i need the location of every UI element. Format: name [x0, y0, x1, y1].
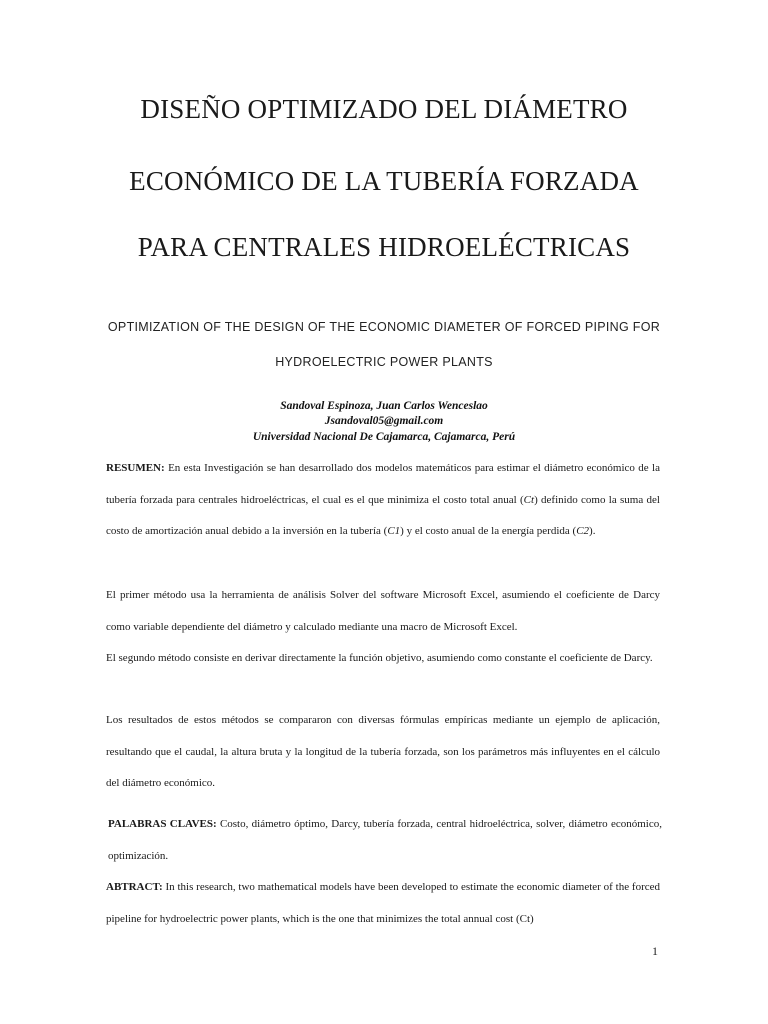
abstract-paragraph: [106, 872, 660, 935]
resumen-label: RESUMEN:: [106, 462, 165, 474]
resumen-text-c: ) y el costo anual de la energía perdida (: [400, 525, 577, 537]
keywords-label: PALABRAS CLAVES:: [108, 818, 217, 830]
author-name: Sandoval Espinoza, Juan Carlos Wenceslao: [280, 400, 488, 412]
resumen-c1: C1: [387, 525, 401, 537]
subtitle-line-2: HYDROELECTRIC POWER PLANTS: [275, 355, 493, 369]
resumen-ct: Ct: [523, 493, 535, 506]
paragraph-solver: El primer método usa la herramienta de análisis Solver del software Microsoft Excel, asumiendo el coeficiente de Darcy como variable dependiente del diámetro y calculado mediante una macro de Microsoft Excel.: [106, 589, 660, 633]
paragraph-derivative: El segundo método consiste en derivar directamente la función objetivo, asumiendo como constante el coeficiente de Darcy.: [106, 652, 653, 664]
abstract-text: In this research, two mathematical models have been developed to estimate the economic diameter of the forced pipeline for hydroelectric power plants, which is the one that minimizes the total annual cost (Ct): [106, 881, 660, 925]
title-line-1: DISEÑO OPTIMIZADO DEL DIÁMETRO: [140, 94, 628, 124]
page-number: 1: [652, 944, 658, 958]
resumen-text-a: En esta Investigación se han desarrollado dos modelos matemáticos para estimar el diámetro económico de la tubería forzada para centrales hidroeléctricas, el cual es el que minimiza el costo total anual (: [106, 462, 660, 506]
keywords-text: Costo, diámetro óptimo, Darcy, tubería forzada, central hidroeléctrica, solver, diámetro económico, optimización.: [108, 818, 662, 862]
paragraph-results: Los resultados de estos métodos se compararon con diversas fórmulas empíricas mediante un ejemplo de aplicación, resultando que el caudal, la altura bruta y la longitud de la tubería forzada, son los parámetros más influyentes en el cálculo del diámetro económico.: [106, 714, 660, 789]
resumen-text-d: ).: [589, 525, 596, 537]
resumen-text-b: ) definido como la suma del costo de amortización anual debido a la inversión en la tubería (: [106, 493, 660, 537]
author-email: Jsandoval05@gmail.com: [324, 415, 444, 427]
title-line-2: ECONÓMICO DE LA TUBERÍA FORZADA: [129, 166, 639, 196]
title-line-3: PARA CENTRALES HIDROELÉCTRICAS: [137, 232, 631, 262]
resumen-c2: C2: [576, 525, 590, 537]
author-affiliation: Universidad Nacional De Cajamarca, Cajamarca, Perú: [252, 431, 516, 443]
resumen-paragraph: [106, 453, 660, 548]
subtitle-line-1: OPTIMIZATION OF THE DESIGN OF THE ECONOMIC DIAMETER OF FORCED PIPING FOR: [107, 320, 661, 334]
keywords-paragraph: [108, 809, 662, 872]
abstract-label: ABTRACT:: [106, 881, 163, 893]
